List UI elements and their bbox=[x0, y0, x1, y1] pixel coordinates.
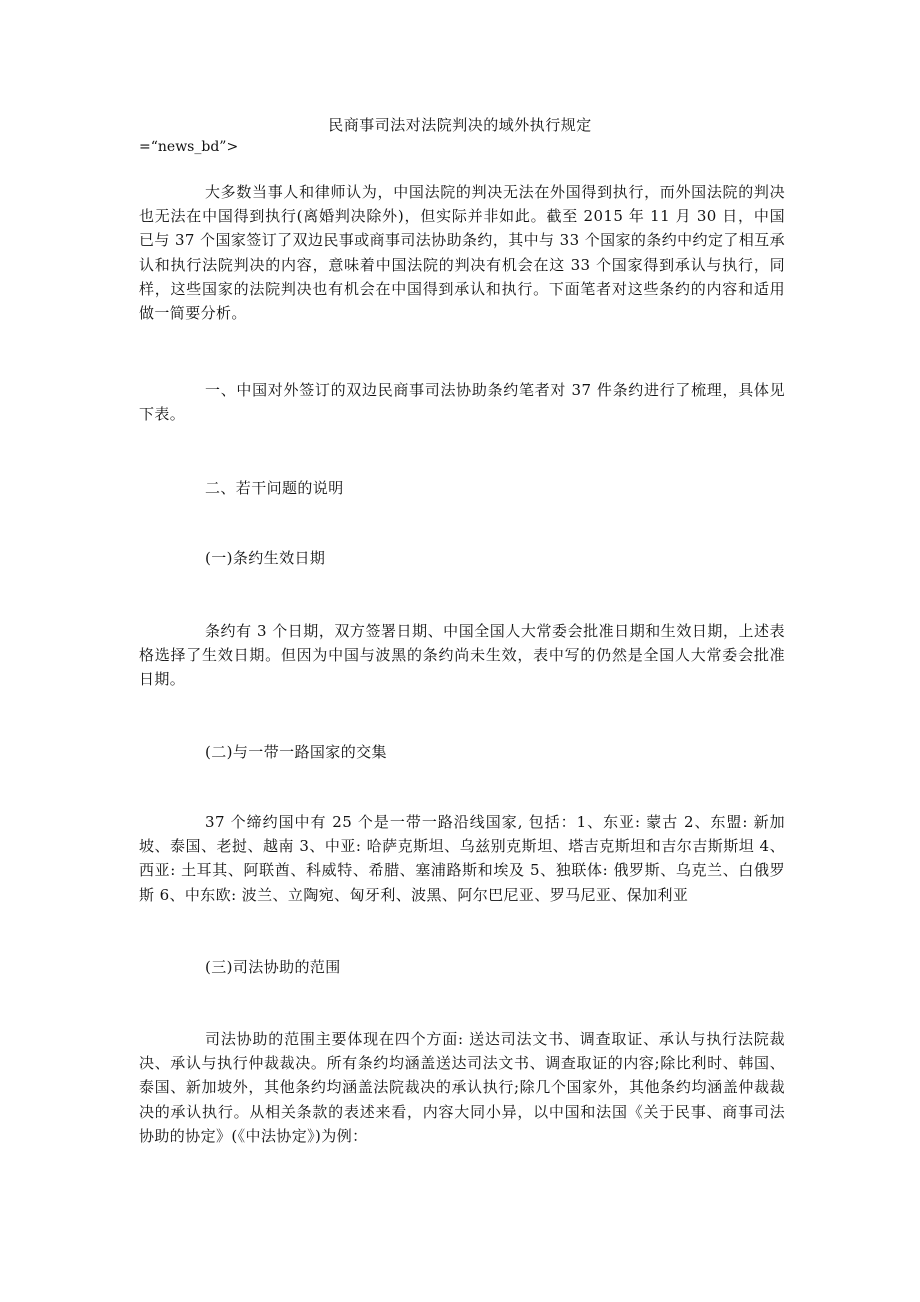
belt-road-paragraph: 37 个缔约国中有 25 个是一带一路沿线国家, 包括：1、东亚: 蒙古 2、东盟: 新加坡、泰国、老挝、越南 3、中亚: 哈萨克斯坦、乌兹别克斯坦、塔吉克斯坦和吉尔吉斯斯坦 4、西亚: 土耳其、阿联酋、科威特、希腊、塞浦路斯和埃及 5、独联体: 俄罗斯、乌克兰、白俄罗斯 6、中东欧: 波兰、立陶宛、匈牙利、波黑、阿尔巴尼亚、罗马尼亚、保加利亚 bbox=[139, 813, 785, 904]
intro-paragraph: 大多数当事人和律师认为，中国法院的判决无法在外国得到执行，而外国法院的判决也无法在中国得到执行(离婚判决除外)，但实际并非如此。截至 2015 年 11 月 30 日，中国已与 37 个国家签订了双边民事或商事司法协助条约，其中与 33 个国家的条约中约定了相互承认和执行法院判决的内容，意味着中国法院的判决有机会在这 33 个国家得到承认与执行，同样，这些国家的法院判决也有机会在中国得到承认和执行。下面笔者对这些条约的内容和适用做一简要分析。 bbox=[139, 183, 785, 323]
dates-paragraph: 条约有 3 个日期，双方签署日期、中国全国人大常委会批准日期和生效日期，上述表格选择了生效日期。但因为中国与波黑的条约尚未生效，表中写的仍然是全国人大常委会批准日期。 bbox=[139, 622, 785, 689]
section-1-paragraph: 一、中国对外签订的双边民商事司法协助条约笔者对 37 件条约进行了梳理，具体见下表。 bbox=[139, 381, 785, 424]
subsection-2-heading: (二)与一带一路国家的交集 bbox=[205, 743, 387, 761]
markup-artifact-text: =“news_bd”> bbox=[139, 139, 239, 155]
subsection-1-heading: (一)条约生效日期 bbox=[205, 549, 326, 567]
subsection-3-heading: (三)司法协助的范围 bbox=[205, 958, 341, 976]
section-2-heading: 二、若干问题的说明 bbox=[205, 479, 344, 497]
scope-paragraph: 司法协助的范围主要体现在四个方面: 送达司法文书、调查取证、承认与执行法院裁决、承认与执行仲裁裁决。所有条约均涵盖送达司法文书、调查取证的内容;除比利时、韩国、泰国、新加坡外，其他条约均涵盖法院裁决的承认执行;除几个国家外，其他条约均涵盖仲裁裁决的承认执行。从相关条款的表述来看，内容大同小异，以中国和法国《关于民事、商事司法协助的协定》(《中法协定》)为例： bbox=[139, 1030, 785, 1145]
document-title: 民商事司法对法院判决的域外执行规定 bbox=[328, 116, 592, 134]
